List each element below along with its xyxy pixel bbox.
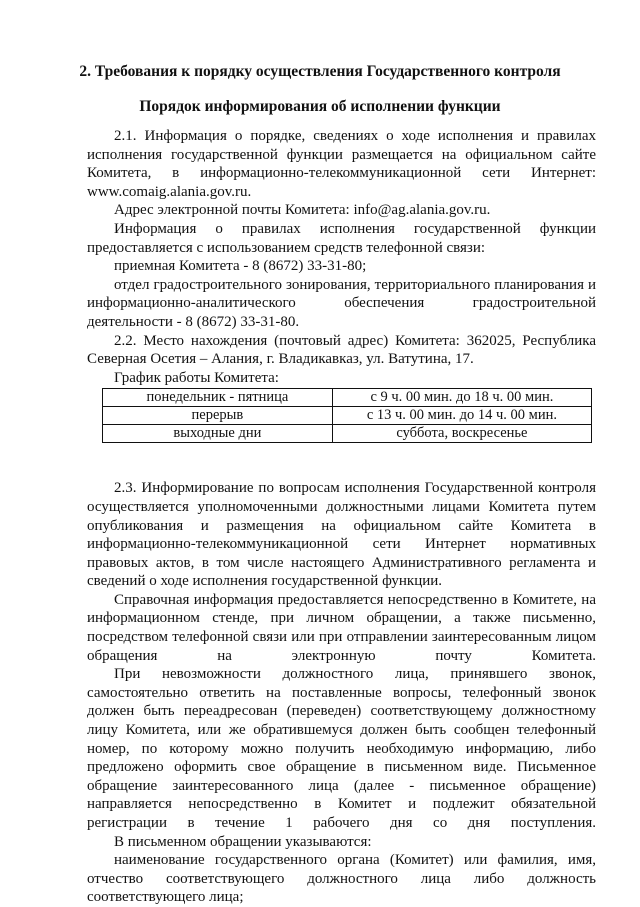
- table-row: [103, 407, 592, 425]
- document-body: [87, 127, 596, 907]
- schedule-table: [102, 388, 592, 443]
- paragraph-department-phone: отдел градостроительного зонирования, территориального планирования и информационно-аналитического обеспечения градостроительной деятельности - 8 (8672) 33-31-80.: [87, 276, 596, 330]
- paragraph-call-redirect: При невозможности должностного лица, принявшего звонок, самостоятельно ответить на поставленные вопросы, телефонный звонок должен быть переадресован (переведен) соответствующему должностному лицу Комитета, или же обратившемуся должен быть сообщен телефонный номер, по которому можно получить необходимую информацию, либо предложено оформить свое обращение в письменном виде. Письменное обращение заинтересованного лица (далее - письменное обращение) направляется непосредственно в Комитет и подлежит обязательной регистрации в течение 1 рабочего дня со дня поступления.: [87, 666, 596, 831]
- table-row: [103, 425, 592, 443]
- spacer: [87, 443, 596, 479]
- paragraph-agency-name: наименование государственного органа (Комитет) или фамилия, имя, отчество соответствующего должностного лица либо должность соответствующего лица;: [87, 852, 596, 906]
- paragraph-reception-phone: приемная Комитета - 8 (8672) 33-31-80;: [114, 258, 367, 275]
- paragraph-email: Адрес электронной почты Комитета: info@ag.alania.gov.ru.: [114, 202, 491, 219]
- schedule-time: с 9 ч. 00 мин. до 18 ч. 00 мин.: [332, 389, 591, 407]
- schedule-day: выходные дни: [103, 425, 333, 443]
- schedule-day: понедельник - пятница: [103, 389, 333, 407]
- paragraph-2-3: 2.3. Информирование по вопросам исполнения Государственной контроля осуществляется уполномоченными должностными лицами Комитета путем опубликования и размещения на официальном сайте Комитета в информационно-телекоммуникационной сети Интернет нормативных правовых актов, в том числе настоящего Административного регламента и сведений о ходе исполнения государственной функции.: [87, 480, 596, 590]
- paragraph-written-request: В письменном обращении указываются:: [114, 833, 372, 850]
- paragraph-2-1: 2.1. Информация о порядке, сведениях о ходе исполнения и правилах исполнения государственной функции размещается на официальном сайте Комитета, в информационно-телекоммуникационной сети Интернет: www.comaig.alania.gov.ru.: [87, 128, 596, 200]
- paragraph-reference-info: Справочная информация предоставляется непосредственно в Комитете, на информационном стенде, при личном обращении, а также письменно, посредством телефонной связи или при отправлении заинтересованным лицом обращения на электронную почту Комитета.: [87, 591, 596, 664]
- paragraph-phone-info: Информация о правилах исполнения государственной функции предоставляется с использованием средств телефонной связи:: [87, 220, 596, 256]
- subsection-title: Порядок информирования об исполнении функции: [139, 98, 501, 115]
- schedule-time: с 13 ч. 00 мин. до 14 ч. 00 мин.: [332, 407, 591, 425]
- table-row: [103, 389, 592, 407]
- schedule-time: суббота, воскресенье: [332, 425, 591, 443]
- section-title: 2. Требования к порядку осуществления Государственного контроля: [79, 63, 561, 80]
- schedule-day: перерыв: [103, 407, 333, 425]
- schedule-caption: График работы Комитета:: [114, 369, 279, 386]
- paragraph-2-2: 2.2. Место нахождения (почтовый адрес) Комитета: 362025, Республика Северная Осетия – Алания, г. Владикавказ, ул. Ватутина, 17.: [87, 332, 596, 368]
